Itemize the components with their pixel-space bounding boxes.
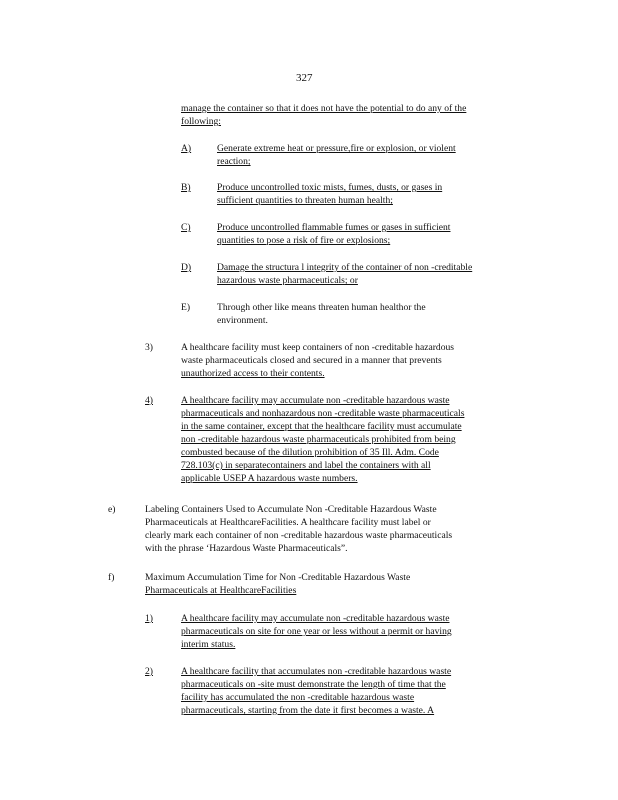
text-line: interim status.: [181, 639, 236, 650]
text-line: pharmaceuticals, starting from the date it first becomes a waste. A: [181, 705, 435, 716]
text-line: hazardous waste pharmaceuticals; or: [217, 275, 358, 286]
text-line: pharmaceuticals on -site must demonstrate the length of time that the: [181, 679, 446, 690]
item-label-b: B): [181, 182, 191, 193]
text-line: A healthcare facility that accumulates non -creditable hazardous waste: [181, 666, 452, 677]
text-line: Through other like means threaten human healthor the: [217, 302, 426, 313]
text-line: non -creditable hazardous waste pharmaceuticals prohibited from being: [181, 434, 456, 445]
text-line: A healthcare facility may accumulate non -creditable hazardous waste: [181, 395, 450, 406]
text-line: in the same container, except that the healthcare facility must accumulate: [181, 421, 462, 432]
text-line: waste pharmaceuticals closed and secured in a manner that prevents: [181, 355, 442, 366]
section-e-paragraph: [145, 503, 515, 555]
sub-item-e: [217, 301, 479, 327]
text-line: Generate extreme heat or pressure,fire or explosion, or violent: [217, 143, 456, 154]
text-line: Produce uncontrolled flammable fumes or gases in sufficient: [217, 222, 451, 233]
text-line: Produce uncontrolled toxic mists, fumes, dusts, or gases in: [217, 182, 443, 193]
text-line: sufficient quantities to threaten human health;: [217, 195, 393, 206]
text-line: following:: [181, 116, 221, 127]
text-line: Pharmaceuticals at HealthcareFacilities. A healthcare facility must label or: [145, 517, 431, 528]
item-label-d: D): [181, 262, 192, 273]
sub-item-a: [217, 142, 522, 168]
item-label-a: A): [181, 143, 192, 154]
item-f1-paragraph: [181, 612, 521, 651]
item-label-f1: 1): [145, 613, 153, 624]
section-label-e: e): [108, 504, 116, 515]
text-line: quantities to pose a risk of fire or explosions;: [217, 235, 391, 246]
text-line: manage the container so that it does not have the potential to do any of the: [181, 103, 467, 114]
sub-item-c: [217, 221, 512, 247]
text-line: Maximum Accumulation Time for Non -Creditable Hazardous Waste: [145, 572, 411, 583]
text-line: pharmaceuticals on site for one year or less without a permit or having: [181, 626, 452, 637]
text-line: clearly mark each container of non -creditable hazardous waste pharmaceuticals: [145, 530, 453, 541]
text-line: unauthorized access to their contents.: [181, 368, 325, 379]
text-line: 728.103(c) in separatecontainers and label the containers with all: [181, 460, 431, 471]
text-line: with the phrase ‘Hazardous Waste Pharmaceuticals”.: [145, 543, 348, 554]
sub-item-b: [217, 181, 502, 207]
item-label-f2: 2): [145, 666, 153, 677]
text-line: Damage the structura l integrity of the container of non -creditable: [217, 262, 473, 273]
item-4-paragraph: [181, 394, 526, 485]
item-label-4: 4): [145, 395, 153, 406]
text-line: reaction;: [217, 156, 251, 167]
section-f-heading: [145, 571, 485, 597]
item-f2-paragraph: [181, 665, 516, 717]
intro-paragraph: [181, 102, 539, 128]
text-line: A healthcare facility must keep containers of non -creditable hazardous: [181, 342, 455, 353]
item-label-3: 3): [145, 342, 153, 353]
text-line: environment.: [217, 315, 268, 326]
text-line: applicable USEP A hazardous waste numbers.: [181, 473, 358, 484]
page-number: 327: [296, 72, 313, 84]
sub-item-d: [217, 261, 535, 287]
text-line: pharmaceuticals and nonhazardous non -creditable waste pharmaceuticals: [181, 408, 465, 419]
item-3-paragraph: [181, 341, 516, 380]
item-label-e: E): [181, 302, 191, 313]
text-line: facility has accumulated the non -creditable hazardous waste: [181, 692, 415, 703]
text-line: Labeling Containers Used to Accumulate Non -Creditable Hazardous Waste: [145, 504, 437, 515]
text-line: Pharmaceuticals at HealthcareFacilities: [145, 585, 297, 596]
text-line: A healthcare facility may accumulate non -creditable hazardous waste: [181, 613, 450, 624]
text-line: combusted because of the dilution prohibition of 35 Ill. Adm. Code: [181, 447, 439, 458]
item-label-c: C): [181, 222, 191, 233]
section-label-f: f): [108, 572, 115, 583]
